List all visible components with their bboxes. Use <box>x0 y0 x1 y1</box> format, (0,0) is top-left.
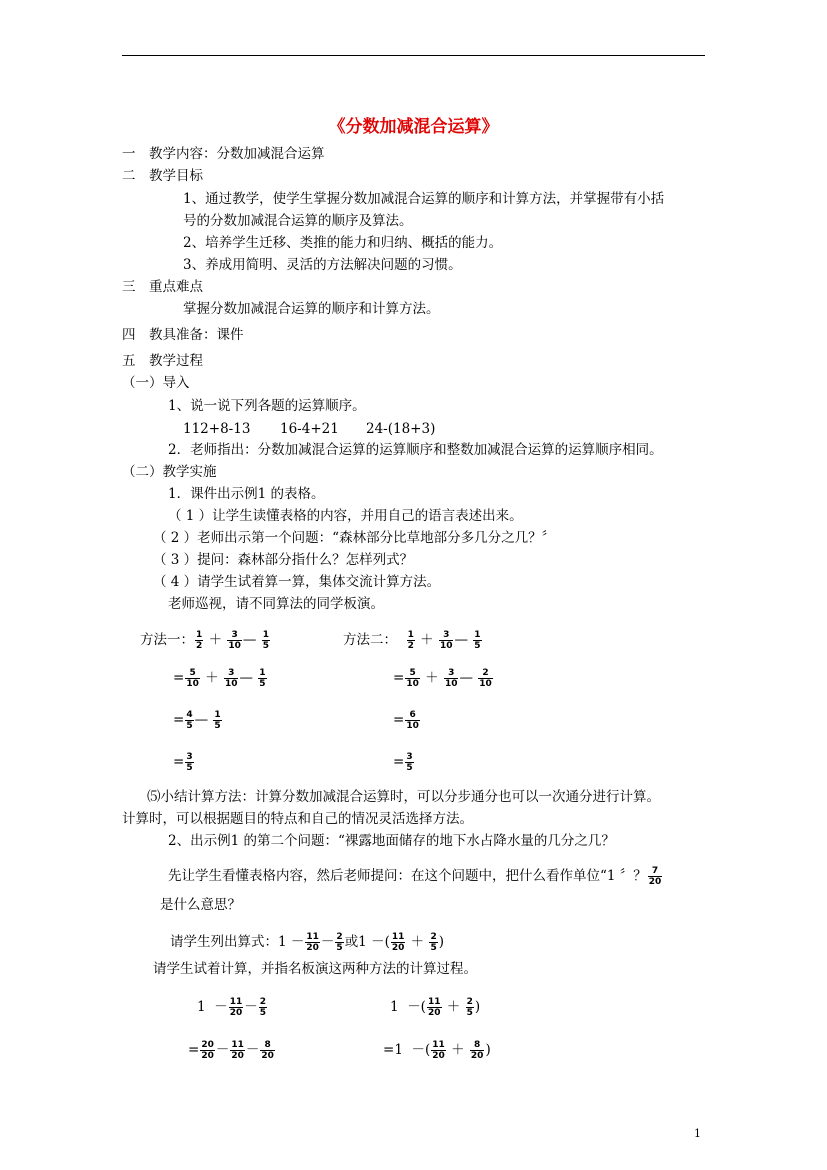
fraction: $\frac{5}{10}$ <box>406 668 419 689</box>
fraction: $\frac{2}{5}$ <box>430 932 437 953</box>
section-goals: 二 教学目标 <box>122 168 203 184</box>
question-3: 2、出示例1 的第二个问题：“裸露地面储存的地下水占降水量的几分之几？ <box>168 833 615 849</box>
fraction: $\frac{11}{20}$ <box>231 1040 244 1061</box>
header-rule <box>122 55 705 56</box>
example-2-right-row2: =1 －( $\frac{11}{20}$ ＋ $\frac{8}{20}$ ) <box>383 1040 491 1061</box>
expr-2: 16-4+21 <box>280 421 339 437</box>
fraction: $\frac{6}{10}$ <box>406 710 419 731</box>
method-1-row2: = $\frac{5}{10}$ ＋ $\frac{3}{10}$ — $\frac{1}{5}$ <box>173 668 266 689</box>
question-3a: 先让学生看懂表格内容，然后老师提问：在这个问题中，把什么看作单位“1 〞？ $\frac{7}{20}$ <box>168 866 662 887</box>
fraction: $\frac{8}{20}$ <box>470 1040 484 1061</box>
fraction: $\frac{3}{5}$ <box>186 752 193 773</box>
fraction: $\frac{1}{5}$ <box>214 710 221 731</box>
section-process: 五 教学过程 <box>122 353 203 369</box>
fraction: $\frac{3}{5}$ <box>406 752 413 773</box>
expr-3: 24-(18+3) <box>366 421 436 437</box>
fraction: $\frac{5}{10}$ <box>186 668 199 689</box>
item-1d: （ 4 ）请学生试着算一算，集体交流计算方法。 <box>153 574 441 590</box>
section-keypoints: 三 重点难点 <box>122 279 203 295</box>
question-2: 2．老师指出：分数加减混合运算的运算顺序和整数加减混合运算的运算顺序相同。 <box>168 442 663 458</box>
method-1-row3: = $\frac{4}{5}$ — $\frac{1}{5}$ <box>173 710 221 731</box>
fraction: $\frac{2}{5}$ <box>466 997 473 1018</box>
method-2-row2: = $\frac{5}{10}$ ＋ $\frac{3}{10}$ — $\frac{2}{10}$ <box>393 668 492 689</box>
fraction: $\frac{8}{20}$ <box>261 1040 274 1061</box>
item-1c: （ 3 ）提问：森林部分指什么？怎样列式？ <box>153 552 414 568</box>
goal-1a: 1、通过教学，使学生掌握分数加减混合运算的顺序和计算方法，并掌握带有小括 <box>183 191 665 207</box>
fraction: $\frac{3}{10}$ <box>439 630 453 651</box>
method-2-row4: = $\frac{3}{5}$ <box>393 752 413 773</box>
summary-2: 计算时，可以根据题目的特点和自己的情况灵活选择方法。 <box>122 811 473 827</box>
question-3b: 是什么意思？ <box>160 897 241 913</box>
method-2-label: 方法二： <box>343 632 397 648</box>
fraction: $\frac{2}{5}$ <box>336 932 343 953</box>
method-1-label: 方法一： <box>140 632 194 648</box>
example-2-left-row1: 1 － $\frac{11}{20}$ － $\frac{2}{5}$ <box>197 997 266 1018</box>
fraction: $\frac{20}{20}$ <box>201 1040 214 1061</box>
expr-1: 112+8-13 <box>183 421 251 437</box>
question-3d: 请学生试着计算，并指名板演这两种方法的计算过程。 <box>153 961 477 977</box>
fraction: $\frac{1}{5}$ <box>259 668 266 689</box>
part-intro: （一）导入 <box>122 375 190 391</box>
fraction: $\frac{4}{5}$ <box>186 710 193 731</box>
fraction: $\frac{3}{10}$ <box>224 668 238 689</box>
fraction: $\frac{11}{20}$ <box>229 997 243 1018</box>
fraction: $\frac{3}{10}$ <box>228 630 241 651</box>
fraction: $\frac{7}{20}$ <box>648 866 662 887</box>
goal-3: 3、养成用简明、灵活的方法解决问题的习惯。 <box>183 257 462 273</box>
page-title: 《分数加减混合运算》 <box>328 117 499 137</box>
example-2-right-row1: 1 －( $\frac{11}{20}$ ＋ $\frac{2}{5}$ ) <box>390 997 481 1018</box>
goal-2: 2、培养学生迁移、类推的能力和归纳、概括的能力。 <box>183 235 503 251</box>
fraction: $\frac{3}{10}$ <box>444 668 458 689</box>
fraction: $\frac{2}{5}$ <box>259 997 266 1018</box>
fraction: $\frac{1}{5}$ <box>262 630 269 651</box>
fraction: $\frac{11}{20}$ <box>427 997 441 1018</box>
section-tools: 四 教具准备：课件 <box>122 327 244 343</box>
summary-1: ⑸小结计算方法：计算分数加减混合运算时，可以分步通分也可以一次通分进行计算。 <box>147 789 660 805</box>
item-1: 1．课件出示例1 的表格。 <box>168 486 325 502</box>
fraction: $\frac{11}{20}$ <box>391 932 405 953</box>
part-implementation: （二）教学实施 <box>122 464 217 480</box>
method-2-row1: 方法二： $\frac{1}{2}$ ＋ $\frac{3}{10}$ — $\frac{1}{5}$ <box>343 630 481 651</box>
page-number: 1 <box>694 1127 701 1140</box>
question-1: 1、说一说下列各题的运算顺序。 <box>168 398 366 414</box>
question-3c: 请学生列出算式：1 － $\frac{11}{20}$ － $\frac{2}{5}$ 或1 －( $\frac{11}{20}$ ＋ $\frac{2}{5}$ ) <box>170 932 445 953</box>
method-1-row1: 方法一： $\frac{1}{2}$ ＋ $\frac{3}{10}$ — $\frac{1}{5}$ <box>140 630 269 651</box>
keypoint-text: 掌握分数加减混合运算的顺序和计算方法。 <box>183 301 440 317</box>
fraction: $\frac{1}{2}$ <box>196 630 203 651</box>
fraction: $\frac{1}{2}$ <box>407 630 414 651</box>
fraction: $\frac{1}{5}$ <box>474 630 481 651</box>
method-2-row3: = $\frac{6}{10}$ <box>393 710 419 731</box>
item-1b: （ 2 ）老师出示第一个问题：“森林部分比草地部分多几分之几？〞 <box>153 530 556 546</box>
section-content: 一 教学内容：分数加减混合运算 <box>122 146 325 162</box>
example-2-left-row2: = $\frac{20}{20}$ － $\frac{11}{20}$ － $\frac{8}{20}$ <box>188 1040 274 1061</box>
method-1-row4: = $\frac{3}{5}$ <box>173 752 193 773</box>
item-1e: 老师巡视，请不同算法的同学板演。 <box>168 596 384 612</box>
item-1a: （ 1 ）让学生读懂表格的内容，并用自己的语言表述出来。 <box>168 508 523 524</box>
goal-1b: 号的分数加减混合运算的顺序及算法。 <box>183 213 413 229</box>
fraction: $\frac{2}{10}$ <box>479 668 492 689</box>
fraction: $\frac{11}{20}$ <box>432 1040 445 1061</box>
fraction: $\frac{11}{20}$ <box>306 932 319 953</box>
